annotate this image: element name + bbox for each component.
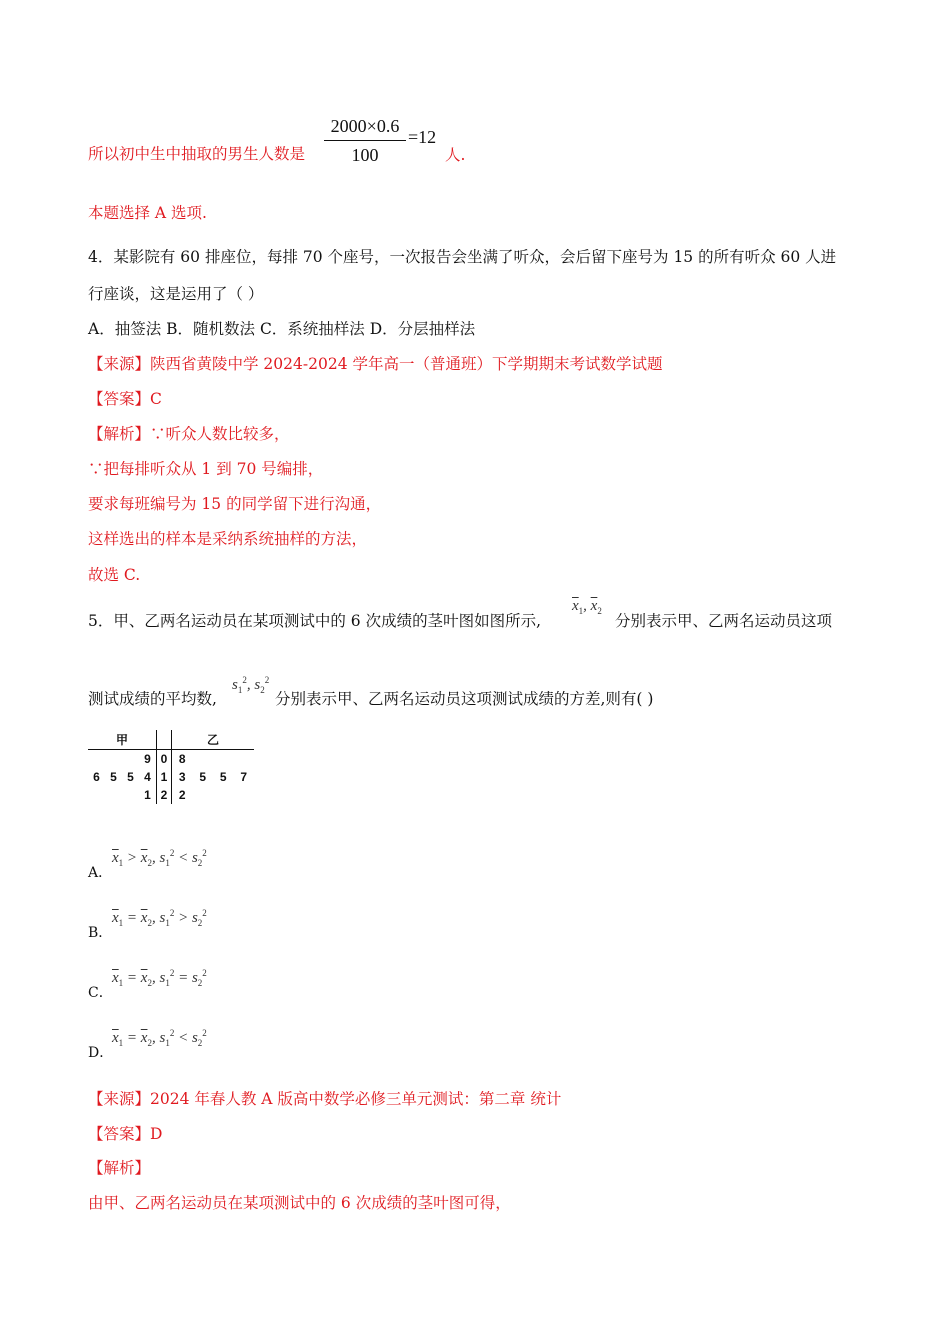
option-d-expression: $\overline{x}_1 = \overline{x}_2$, $s_1^2 < s_2^2$ <box>112 1028 207 1048</box>
stem-leaf-plot <box>88 730 254 804</box>
option-c-label: C． <box>88 985 113 1001</box>
option-b-expression: $\overline{x}_1 = \overline{x}_2$, $s_1^2 > s_2^2$ <box>112 908 207 928</box>
option-a-rel2: < <box>178 850 189 866</box>
q4-analysis-line: 这样选出的样本是采纳系统抽样的方法， <box>88 530 368 548</box>
q4-analysis-line: 要求每班编号为 15 的同学留下进行沟通， <box>88 495 382 513</box>
leaf-right <box>233 750 254 769</box>
stem-leaf-header-left: 甲 <box>88 730 157 750</box>
mean-symbols: $\overline{x}_1$, $\overline{x}_2$ <box>572 598 602 616</box>
stem: 1 <box>157 768 172 786</box>
option-a-rel1: > <box>126 850 138 866</box>
leaf-right <box>193 750 213 769</box>
stem-leaf-row <box>88 786 254 804</box>
stem: 0 <box>157 750 172 769</box>
fraction-expression <box>324 115 406 166</box>
leaf-left: 5 <box>127 770 134 784</box>
q4-answer: 【答案】C <box>88 390 162 408</box>
option-b-rel1: = <box>126 910 138 926</box>
fraction-bar <box>324 140 406 141</box>
q4-analysis-line: 故选 C. <box>88 566 141 584</box>
option-b-label: B． <box>88 925 113 941</box>
q4-stem-line1: 4．某影院有 60 排座位，每排 70 个座号，一次报告会坐满了听众，会后留下座号为 15 的所有听众 60 人进 <box>88 248 837 266</box>
leaf-left: 9 <box>144 752 151 766</box>
leaf-right: 8 <box>178 752 186 766</box>
leaf-right <box>233 786 254 804</box>
q4-source: 【来源】陕西省黄陵中学 2024-2024 学年高一（普通班）下学期期末考试数学试题 <box>88 355 663 373</box>
prev-answer-choice: 本题选择 A 选项. <box>88 204 207 222</box>
stem-leaf-row <box>88 750 254 769</box>
leaf-right: 3 <box>178 770 186 784</box>
q4-options: A．抽签法 B．随机数法 C．系统抽样法 D．分层抽样法 <box>88 320 476 338</box>
leaf-left <box>105 786 122 804</box>
q5-stem-line1b: 分别表示甲、乙两名运动员这项 <box>615 612 833 630</box>
q5-answer: 【答案】D <box>88 1125 163 1143</box>
leaf-left: 4 <box>144 770 151 784</box>
q5-analysis-title: 【解析】 <box>88 1159 151 1177</box>
stem-leaf-row <box>88 768 254 786</box>
leaf-left: 5 <box>110 770 117 784</box>
leaf-right <box>193 786 213 804</box>
leaf-left <box>105 750 122 769</box>
leaf-left: 6 <box>93 770 100 784</box>
option-a-label: A． <box>88 865 113 881</box>
leaf-right: 2 <box>178 788 186 802</box>
option-d-rel2: < <box>178 1030 189 1046</box>
q5-source: 【来源】2024 年春人教 A 版高中数学必修三单元测试：第二章 统计 <box>88 1090 562 1108</box>
leaf-right <box>213 750 233 769</box>
q5-analysis-line: 由甲、乙两名运动员在某项测试中的 6 次成绩的茎叶图可得， <box>88 1194 511 1212</box>
prev-answer-line: 所以初中生中抽取的男生人数是 <box>88 145 306 163</box>
option-a-expression: $\overline{x}_1 > \overline{x}_2$, $s_1^2 < s_2^2$ <box>112 848 207 868</box>
stem-leaf-header <box>88 730 254 750</box>
option-c-rel2: = <box>178 970 189 986</box>
leaf-left <box>88 786 105 804</box>
fraction-numerator: 2000×0.6 <box>330 116 400 136</box>
fraction-denominator: 100 <box>351 145 379 165</box>
leaf-right <box>213 786 233 804</box>
option-d-rel1: = <box>126 1030 138 1046</box>
prev-answer-unit: 人. <box>445 146 466 164</box>
option-b-rel2: > <box>178 910 189 926</box>
option-d-label: D． <box>88 1045 114 1061</box>
q5-stem-line2b: 分别表示甲、乙两名运动员这项测试成绩的方差,则有( ) <box>275 690 654 708</box>
q4-analysis-line: 【解析】∵听众人数比较多， <box>88 425 290 443</box>
q4-analysis-line: ∵把每排听众从 1 到 70 号编排， <box>88 460 324 478</box>
option-c-expression: $\overline{x}_1 = \overline{x}_2$, $s_1^2 = s_2^2$ <box>112 968 207 988</box>
leaf-left <box>122 786 139 804</box>
leaf-left <box>122 750 139 769</box>
leaf-left: 1 <box>144 788 151 802</box>
leaf-right: 5 <box>219 770 227 784</box>
fraction-result: =12 <box>408 127 437 147</box>
q5-stem-line2a: 测试成绩的平均数, <box>88 690 217 708</box>
option-c-rel1: = <box>126 970 138 986</box>
q5-stem-line1a: 5．甲、乙两名运动员在某项测试中的 6 次成绩的茎叶图如图所示, <box>88 612 542 630</box>
leaf-right: 5 <box>199 770 207 784</box>
stem: 2 <box>157 786 172 804</box>
stem-leaf-header-right: 乙 <box>172 730 255 750</box>
leaf-left <box>88 750 105 769</box>
q4-stem-line2: 行座谈，这是运用了（ ） <box>88 285 264 303</box>
leaf-right: 7 <box>240 770 248 784</box>
variance-symbols: $s_1^2$, $s_2^2$ <box>232 675 270 695</box>
